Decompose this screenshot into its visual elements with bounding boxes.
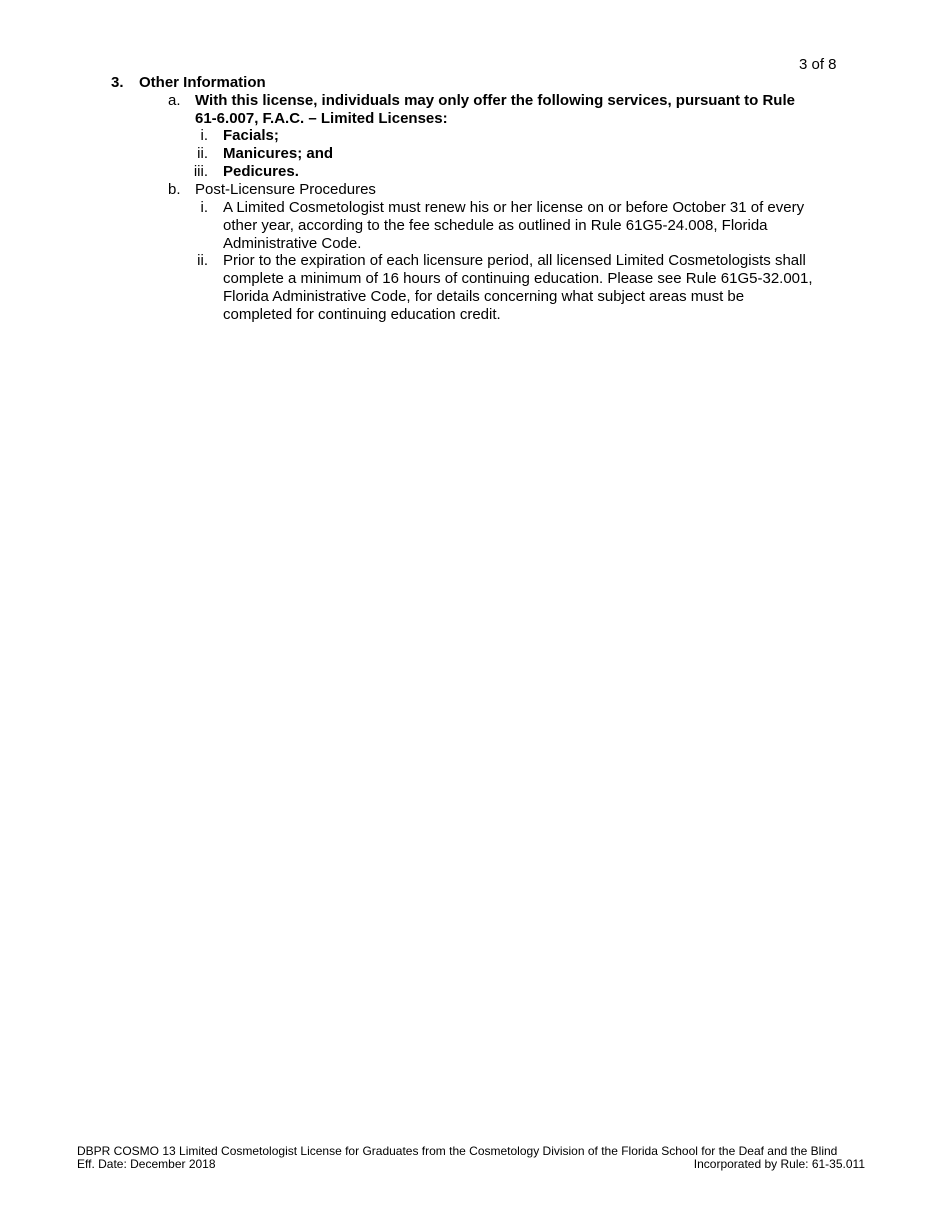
ce-text-line-4: completed for continuing education credit. <box>223 306 501 323</box>
service-pedicures: Pedicures. <box>223 163 299 180</box>
service-manicures: Manicures; and <box>223 145 334 162</box>
service-facials: Facials; <box>223 127 279 144</box>
sublist-marker: ii. <box>197 252 208 269</box>
ce-text-line-3: Florida Administrative Code, for details concerning what subject areas must be <box>223 288 745 305</box>
list-marker-b: b. <box>168 181 181 198</box>
renewal-text-line-1: A Limited Cosmetologist must renew his or her license on or before October 31 of every <box>223 199 805 216</box>
footer-rule: Incorporated by Rule: 61-35.011 <box>693 1157 865 1171</box>
sublist-marker: ii. <box>197 145 208 162</box>
page-number: 3 of 8 <box>799 56 837 73</box>
section-title: Other Information <box>139 74 266 91</box>
ce-text-line-1: Prior to the expiration of each licensure period, all licensed Limited Cosmetologists shall <box>223 252 806 269</box>
ce-text-line-2: complete a minimum of 16 hours of continuing education. Please see Rule 61G5-32.001, <box>223 270 813 287</box>
sublist-marker: iii. <box>193 163 208 180</box>
footer-effective-date: Eff. Date: December 2018 <box>77 1157 216 1171</box>
sublist-marker: i. <box>200 127 208 144</box>
renewal-text-line-3: Administrative Code. <box>223 235 362 252</box>
renewal-text-line-2: other year, according to the fee schedule as outlined in Rule 61G5-24.008, Florida <box>223 217 768 234</box>
list-marker-a: a. <box>168 92 181 109</box>
item-b-text: Post-Licensure Procedures <box>195 181 376 198</box>
item-a-text-line-2: 61-6.007, F.A.C. – Limited Licenses: <box>195 110 448 127</box>
sublist-marker: i. <box>200 199 208 216</box>
section-number: 3. <box>111 74 124 91</box>
footer-form-title: DBPR COSMO 13 Limited Cosmetologist License for Graduates from the Cosmetology Division of the Florida School for the Deaf and the Blind <box>77 1144 838 1158</box>
item-a-text-line-1: With this license, individuals may only offer the following services, pursuant to Rule <box>195 92 795 109</box>
